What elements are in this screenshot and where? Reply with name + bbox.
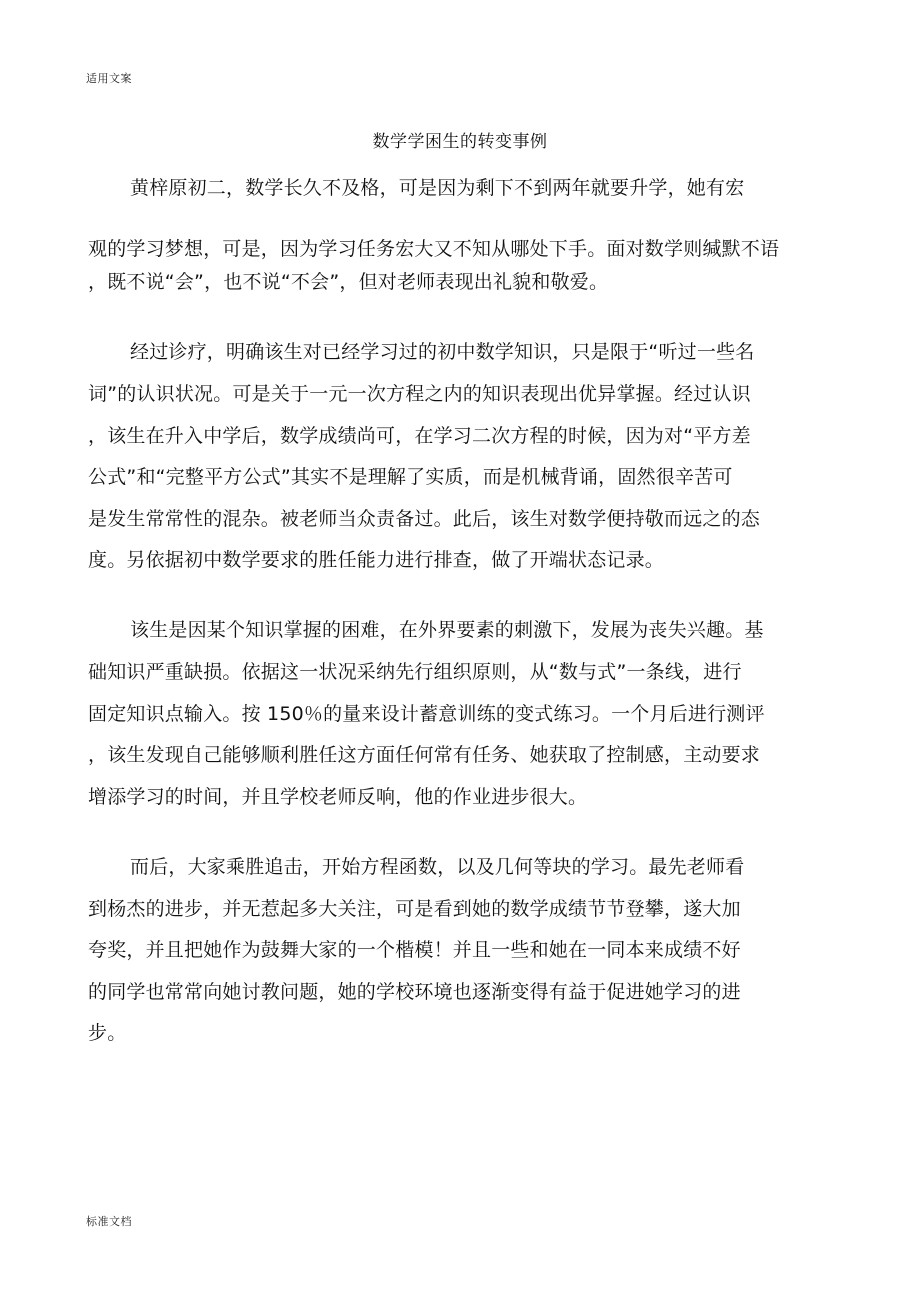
paragraph-line: 度。另依据初中数学要求的胜任能力进行排查，做了开端状态记录。 — [88, 549, 665, 571]
page-footer-label: 标准文档 — [86, 1215, 132, 1228]
page-header-label: 适用文案 — [86, 72, 132, 85]
paragraph-line: 的同学也常常向她讨教问题，她的学校环境也逐渐变得有益于促进她学习的进 — [88, 981, 741, 1003]
paragraph-line: 词”的认识状况。可是关于一元一次方程之内的知识表现出优异掌握。经过认识 — [88, 383, 751, 405]
paragraph-line: 步。 — [88, 1022, 127, 1044]
paragraph-line: 该生是因某个知识掌握的困难，在外界要素的刺激下，发展为丧失兴趣。基 — [130, 619, 764, 641]
paragraph-line: ，既不说“会”，也不说“不会”，但对老师表现出礼貌和敬爱。 — [88, 271, 609, 293]
paragraph-line: 黄梓原初二，数学长久不及格，可是因为剩下不到两年就要升学，她有宏 — [130, 177, 745, 199]
paragraph-line: 经过诊疗，明确该生对已经学习过的初中数学知识，只是限于“听过一些名 — [130, 341, 755, 363]
paragraph-line: 观的学习梦想，可是，因为学习任务宏大又不知从哪处下手。面对数学则缄默不语 — [88, 238, 780, 260]
paragraph-line: 夸奖，并且把她作为鼓舞大家的一个楷模！并且一些和她在一同本来成绩不好 — [88, 939, 741, 961]
paragraph-line: ，该生发现自己能够顺利胜任这方面任何常有任务、她获取了控制感，主动要求 — [88, 744, 761, 766]
paragraph-line: ，该生在升入中学后，数学成绩尚可，在学习二次方程的时候，因为对“平方差 — [88, 425, 751, 447]
paragraph-line: 增添学习的时间，并且学校老师反响，他的作业进步很大。 — [88, 786, 588, 808]
document-title: 数学学困生的转变事例 — [372, 132, 548, 152]
paragraph-line: 公式”和“完整平方公式”其实不是理解了实质，而是机械背诵，固然很辛苦可 — [88, 466, 733, 488]
paragraph-line: 而后，大家乘胜追击，开始方程函数，以及几何等块的学习。最先老师看 — [130, 856, 745, 878]
paragraph-line: 固定知识点输入。按 150％的量来设计蓄意训练的变式练习。一个月后进行测评 — [88, 703, 765, 725]
paragraph-line: 础知识严重缺损。依据这一状况采纳先行组织原则，从“数与式”一条线，进行 — [88, 661, 742, 683]
paragraph-line: 是发生常常性的混杂。被老师当众责备过。此后，该生对数学便持敬而远之的态 — [88, 508, 761, 530]
paragraph-line: 到杨杰的进步，并无惹起多大关注，可是看到她的数学成绩节节登攀，遂大加 — [88, 898, 741, 920]
